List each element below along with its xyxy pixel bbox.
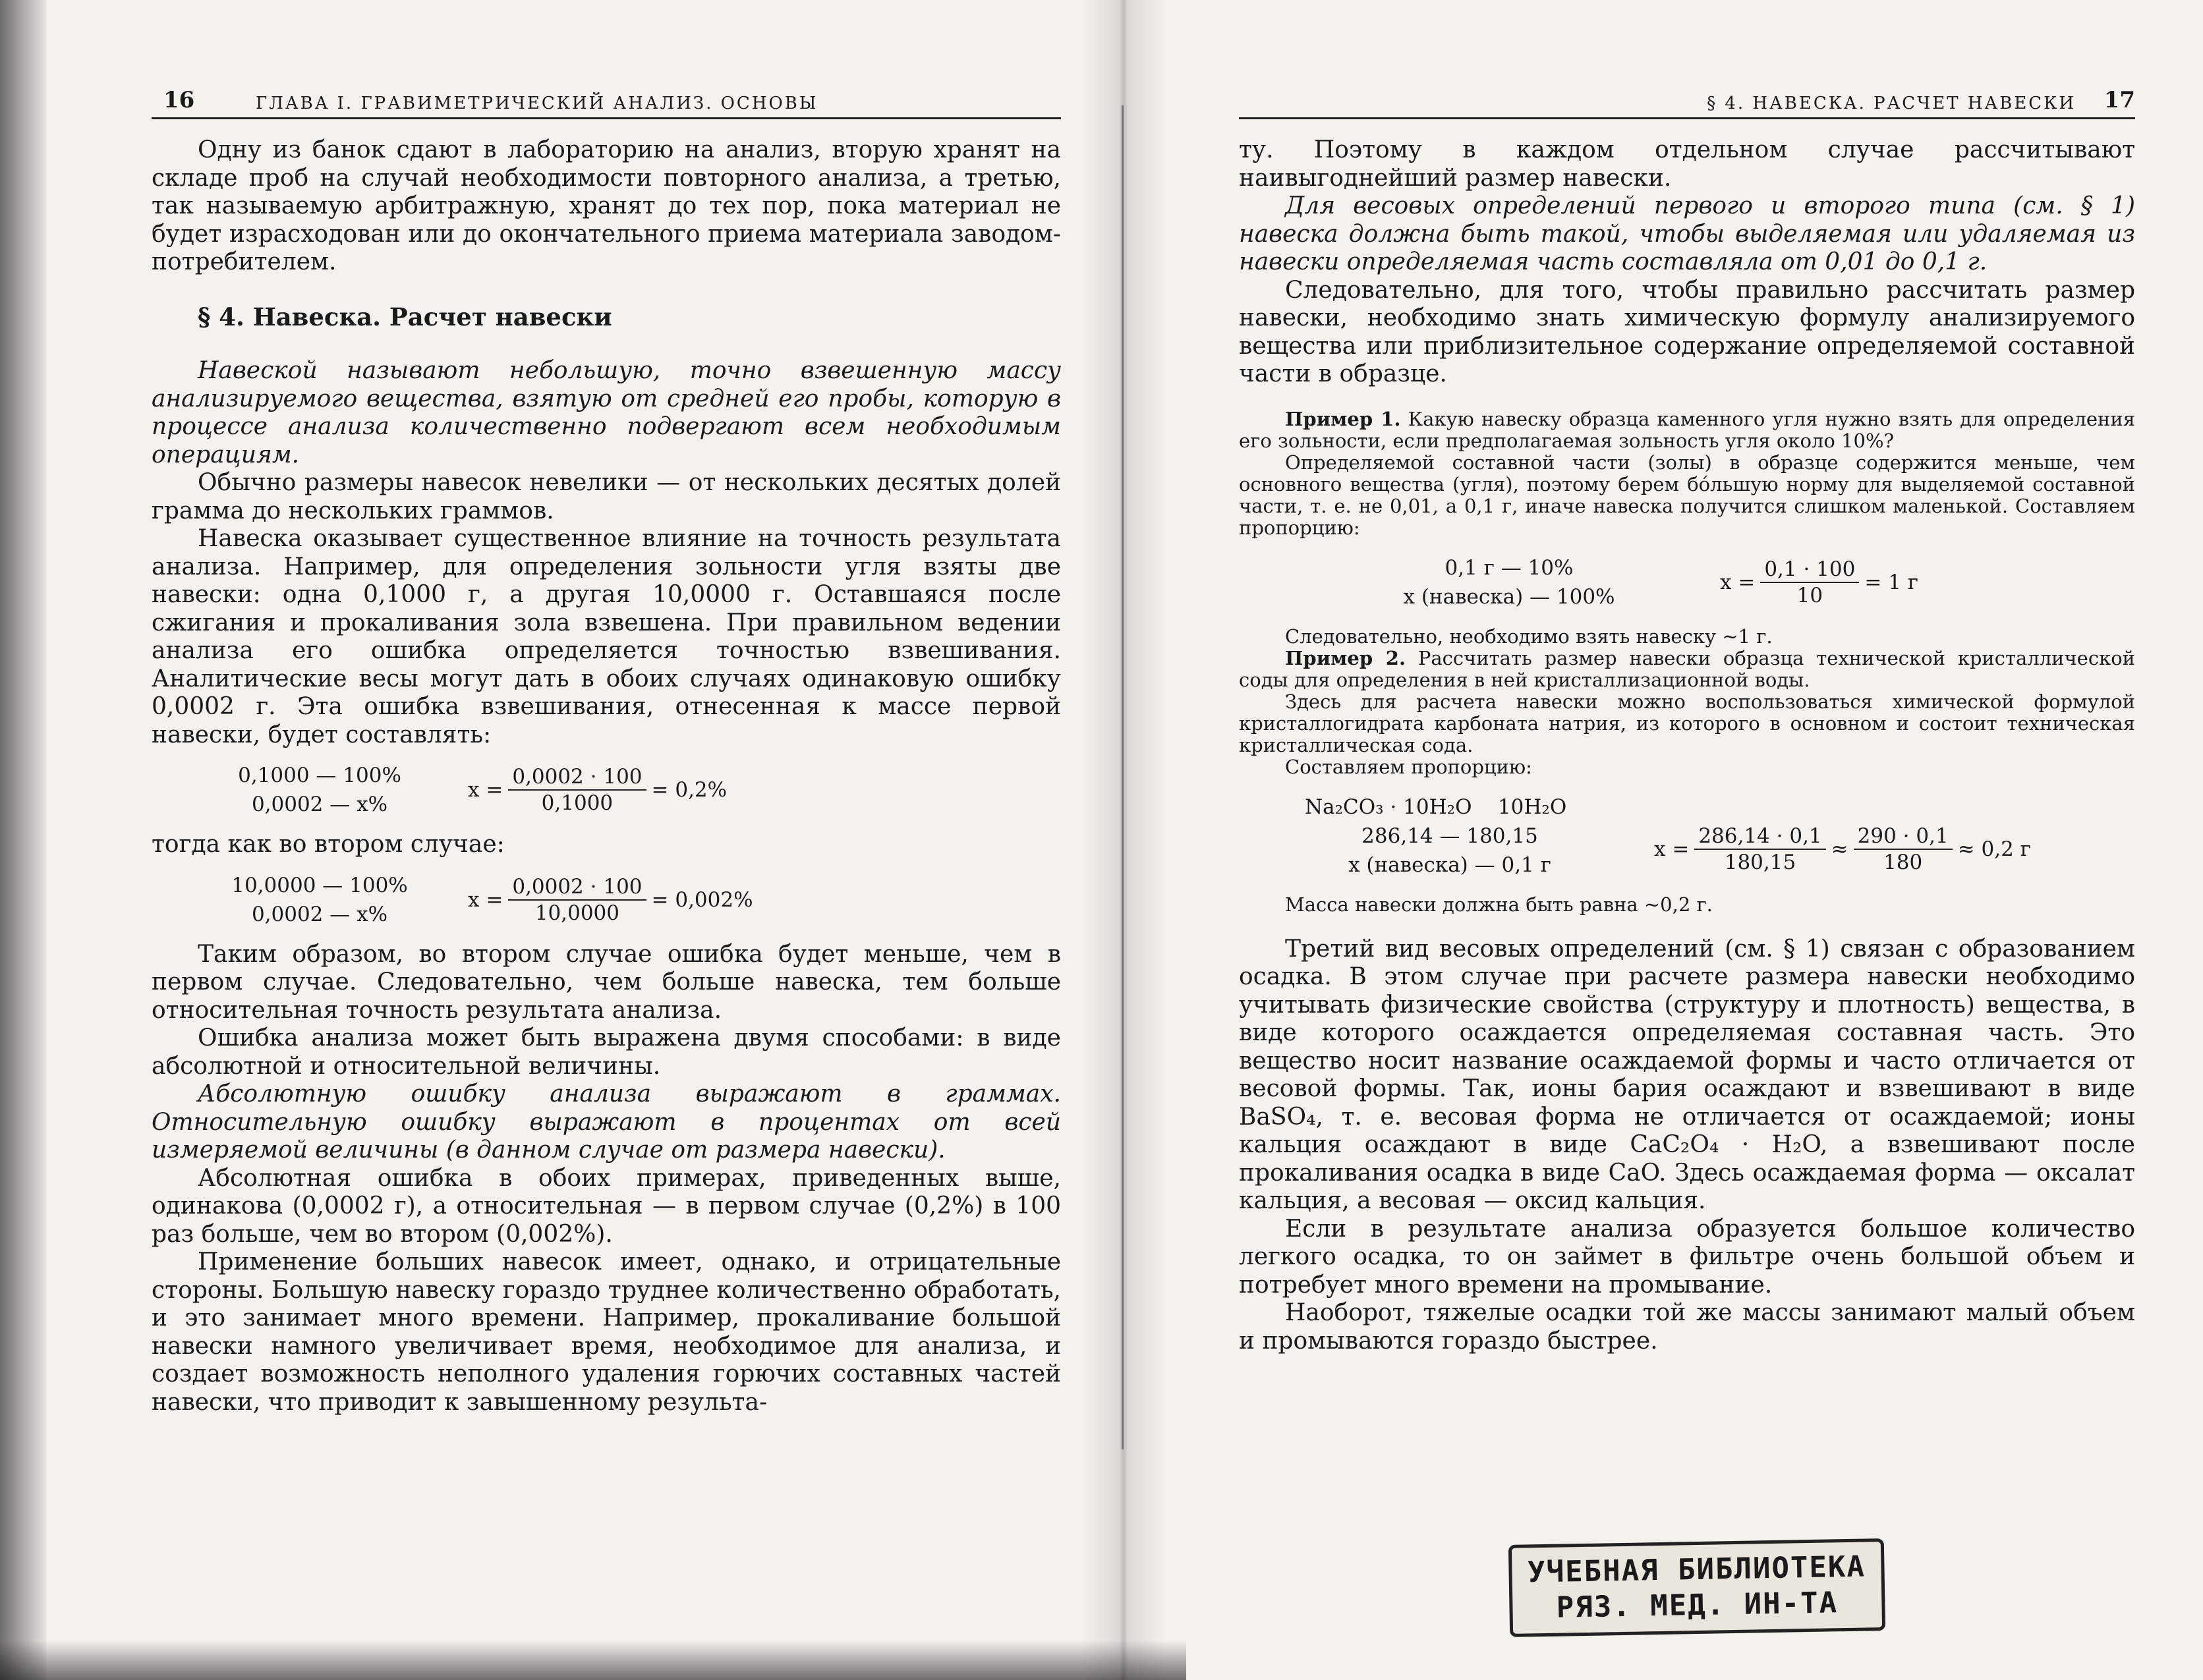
fraction (1854, 824, 1953, 875)
paragraph: Ошибка анализа может быть выражена двумя способами: в виде абсолютной и относительной величины. (152, 1024, 1061, 1080)
chapter-title: ГЛАВА I. ГРАВИМЕТРИЧЕСКИЙ АНАЛИЗ. ОСНОВЫ (256, 94, 818, 113)
left-page (152, 86, 1061, 1416)
compound-formula: Na₂CO₃ · 10H₂O (1305, 795, 1472, 819)
page-number-left: 16 (163, 87, 195, 113)
rule-paragraph: Для весовых определений первого и второго типа (см. § 1) навеска должна быть такой, чтобы выделяемая или удаляемая из навески определяемая часть составляла от 0,01 до 0,1 г. (1239, 192, 2135, 275)
formula-result: = 0,2% (651, 778, 728, 802)
example-label: Пример 1. (1285, 407, 1401, 430)
definition-paragraph: Навеской называют небольшую, точно взвешенную массу анализируемого вещества, взятую от средней его пробы, которую в процессе анализа количественно подвергают всем необходимым операциям. (152, 357, 1061, 468)
example-result: Масса навески должна быть равна ∼0,2 г. (1285, 893, 1713, 916)
proportion-line: 286,14 — 180,15 (1361, 824, 1538, 848)
example-text: Здесь для расчета навески можно воспользоваться химической формулой кристаллогидрата карбоната натрия, из которого в основном и состоит техническая кристаллическая сода. (1239, 690, 2135, 756)
paragraph: тогда как во втором случае: (152, 831, 505, 858)
formula-3 (1239, 553, 2135, 611)
proportion-line: x (навеска) — 0,1 г (1348, 853, 1551, 877)
left-running-head (152, 86, 1061, 119)
paragraph: Следовательно, для того, чтобы правильно рассчитать размер навески, необходимо знать химическую формулу анализируемого вещества или приблизительное содержание определяемой составной части в образце. (1239, 276, 2135, 387)
fraction (508, 764, 646, 816)
fraction (1694, 824, 1825, 875)
page-number-right: 17 (2103, 87, 2135, 113)
formula-lhs: x = (468, 887, 503, 912)
denominator: 180 (1883, 850, 1923, 874)
library-stamp (1508, 1538, 1885, 1637)
right-running-head (1239, 86, 2135, 119)
section-running-title: § 4. НАВЕСКА. РАСЧЕТ НАВЕСКИ (1707, 94, 2076, 113)
right-page (1239, 86, 2135, 1355)
stamp-line: УЧЕБНАЯ БИБЛИОТЕКА (1527, 1550, 1866, 1590)
numerator: 0,1 · 100 (1760, 557, 1859, 583)
formula-result: = 0,002% (651, 887, 753, 912)
example-label: Пример 2. (1285, 646, 1406, 669)
formula-2 (152, 871, 1061, 929)
denominator: 10,0000 (534, 901, 620, 925)
paragraph: Если в результате анализа образуется большое количество легкого осадка, то он займет в фильтре очень большой объем и потребует много времени на промывание. (1239, 1215, 2135, 1299)
example-text: Определяемой составной части (золы) в образце содержится меньше, чем основного вещества (угля), поэтому берем бо́льшую норму для выделяемой составной части, т. е. не 0,01, а 0,1 г, иначе навеска получится слишком маленькой. Составляем пропорцию: (1239, 451, 2135, 539)
formula-compound-row (1292, 793, 1608, 822)
right-body (1239, 136, 2135, 1355)
section-heading: § 4. Навеска. Расчет навески (198, 302, 612, 331)
example-text: Составляем пропорцию: (1285, 755, 1532, 778)
formula-lhs: x = (468, 778, 503, 802)
gutter-crease (1122, 105, 1124, 1449)
left-body (152, 136, 1061, 1416)
paragraph: Навеска оказывает существенное влияние на точность результата анализа. Например, для определения зольности угля взяты две навески: одна 0,1000 г, а другая 10,0000 г. Оставшаяся после сжигания и прокаливания зола взвешена. При правильном ведении анализа его ошибка определяется точностью взвешивания. Аналитические весы могут дать в обоих случаях одинаковую ошибку 0,0002 г. Эта ошибка взвешивания, отнесенная к массе первой навески, будет составлять: (152, 525, 1061, 748)
stamp-line: РЯЗ. МЕД. ИН-ТА (1556, 1586, 1839, 1625)
numerator: 0,0002 · 100 (508, 764, 646, 791)
proportion-line: x (навеска) — 100% (1403, 584, 1615, 609)
paragraph: Абсолютная ошибка в обоих примерах, приведенных выше, одинакова (0,0002 г), а относительная — в первом случае (0,2%) в 100 раз больше, чем во втором (0,002%). (152, 1164, 1061, 1248)
example-statement: Пример 2. Рассчитать размер навески образца технической кристаллической соды для определения в ней кристаллизационной воды. (1239, 646, 2136, 691)
denominator: 10 (1796, 583, 1823, 607)
numerator: 286,14 · 0,1 (1694, 824, 1825, 850)
paragraph: ту. Поэтому в каждом отдельном случае рассчитывают наивыгоднейший размер навески. (1239, 136, 2135, 192)
paragraph: Одну из банок сдают в лабораторию на анализ, вторую хранят на складе проб на случай необходимости повторного анализа, а третью, так называемую арбитражную, хранят до тех пор, пока материал не будет израсходован или до окончательного приема материала заводом-потребителем. (152, 136, 1061, 275)
paragraph: Наоборот, тяжелые осадки той же массы занимают малый объем и промываются гораздо быстрее. (1239, 1299, 2135, 1355)
example-result: Следовательно, необходимо взять навеску ∼1 г. (1285, 625, 1773, 648)
numerator: 290 · 0,1 (1854, 824, 1953, 850)
fraction (1760, 557, 1859, 608)
definition-paragraph: Абсолютную ошибку анализа выражают в граммах. Относительную ошибку выражают в процентах от всей измеряемой величины (в данном случае от размера навески). (152, 1080, 1061, 1163)
formula-lhs: x = (1654, 837, 1690, 861)
numerator: 0,0002 · 100 (508, 874, 646, 901)
paragraph: Третий вид весовых определений (см. § 1) связан с образованием осадка. В этом случае при расчете размера навески необходимо учитывать физические свойства (структуру и плотность) вещества, в виде которого осаждается определяемая составная часть. Это вещество носит название осаждаемой формы и часто отличается от весовой формы. Так, ионы бария осаждают и взвешивают в виде BaSO₄, т. е. весовая форма не отличается от осаждаемой; ионы кальция осаждают в виде CaC₂O₄ · H₂O, а взвешивают после прокаливания осадка в виде CaO. Здесь осаждаемая форма — оксалат кальция, а весовая — оксид кальция. (1239, 935, 2135, 1214)
proportion-line: 0,1000 — 100% (238, 764, 401, 787)
paragraph: Применение больших навесок имеет, однако, и отрицательные стороны. Большую навеску гораздо труднее количественно обработать, и это занимает много времени. Например, прокаливание большой навески намного увеличивает время, необходимое для анализа, и создает возможность неполного удаления горючих составных частей навески, что приводит к завышенному результа- (152, 1248, 1061, 1416)
paragraph: Таким образом, во втором случае ошибка будет меньше, чем в первом случае. Следовательно, чем больше навеска, тем больше относительная точность результата анализа. (152, 940, 1061, 1024)
paragraph: Обычно размеры навесок невелики — от нескольких десятых долей грамма до нескольких граммов. (152, 469, 1061, 524)
formula-lhs: x = (1720, 570, 1756, 594)
scan-shadow-bottom (0, 1640, 1186, 1680)
proportion-line: 0,0002 — x% (251, 902, 388, 926)
formula-1 (152, 761, 1061, 819)
fraction (508, 874, 646, 926)
proportion-line: 0,1 г — 10% (1445, 555, 1574, 580)
denominator: 0,1000 (541, 791, 614, 815)
proportion-line: 0,0002 — x% (251, 793, 388, 816)
example-statement: Пример 1. Какую навеску образца каменного угля нужно взять для определения его зольности, если предполагаемая зольность угля около 10%? (1239, 407, 2135, 452)
approx-sign: ≈ (1831, 837, 1848, 861)
example-1 (1239, 408, 2135, 916)
formula-result: ≈ 0,2 г (1957, 837, 2031, 861)
proportion-line: 10,0000 — 100% (231, 873, 408, 897)
formula-4 (1239, 793, 2135, 880)
compound-water: 10H₂O (1497, 795, 1567, 819)
scan-shadow-left (0, 0, 46, 1680)
book-gutter (1081, 0, 1166, 1680)
formula-result: = 1 г (1864, 570, 1919, 594)
denominator: 180,15 (1724, 850, 1796, 874)
